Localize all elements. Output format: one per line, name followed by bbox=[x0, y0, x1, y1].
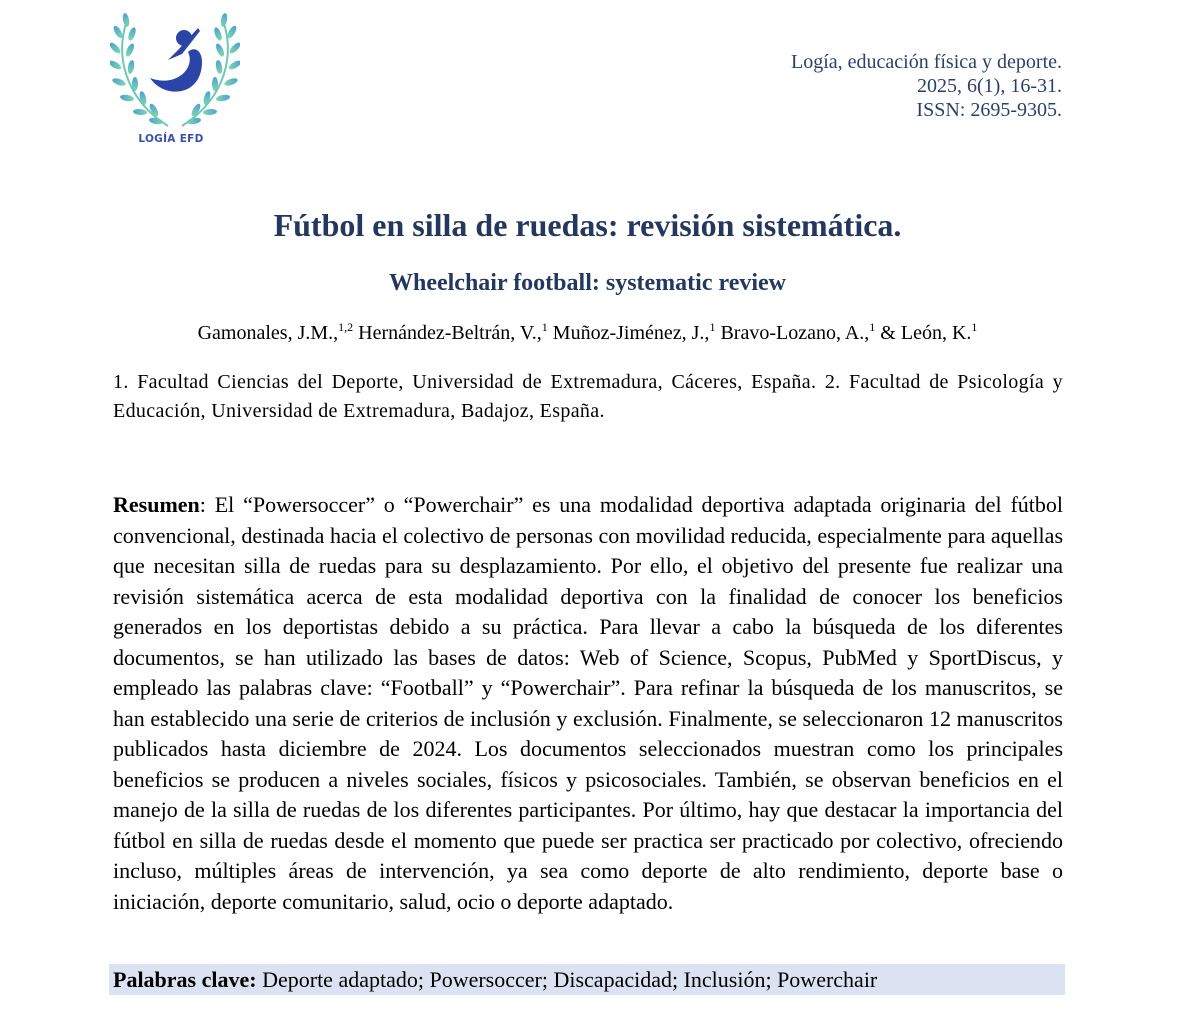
affiliations: 1. Facultad Ciencias del Deporte, Universidad de Extremadura, Cáceres, España. 2. Facultad de Psicología y Educación, Universidad de Extremadura, Badajoz, España. bbox=[113, 371, 1063, 422]
author-name: Gamonales, J.M., bbox=[197, 322, 339, 344]
keywords-label: Palabras clave: bbox=[113, 967, 257, 992]
abstract bbox=[113, 490, 1063, 917]
journal-issn: ISSN: 2695-9305. bbox=[916, 99, 1062, 121]
journal-info bbox=[791, 50, 1062, 122]
author-name: Muñoz-Jiménez, J., bbox=[552, 322, 710, 344]
author-name: Hernández-Beltrán, V., bbox=[358, 322, 542, 344]
journal-logo bbox=[110, 8, 240, 153]
journal-name: Logía, educación física y deporte. bbox=[791, 51, 1062, 73]
article-title: Fútbol en silla de ruedas: revisión sistemática. bbox=[273, 207, 902, 243]
author-affiliation-mark: 1 bbox=[541, 320, 548, 334]
keywords-bar bbox=[109, 964, 1065, 995]
journal-citation: 2025, 6(1), 16-31. bbox=[917, 75, 1062, 97]
author-affiliation-mark: 1 bbox=[971, 320, 978, 334]
author-name: Bravo-Lozano, A., bbox=[720, 322, 870, 344]
author-affiliation-mark: 1 bbox=[869, 320, 876, 334]
author-affiliation-mark: 1 bbox=[709, 320, 716, 334]
abstract-text: : El “Powersoccer” o “Powerchair” es una modalidad deportiva adaptada originaria del fútbol convencional, destinada hacia el colectivo de personas con movilidad reducida, especialmente para aquellas que necesitan silla de ruedas para su desplazamiento. Por ello, el objetivo del presente fue realizar una revisión sistemática acerca de esta modalidad deportiva con la finalidad de conocer los beneficios generados en los deportistas debido a su práctica. Para llevar a cabo la búsqueda de los diferentes documentos, se han utilizado las bases de datos: Web of Science, Scopus, PubMed y SportDiscus, y empleado las palabras clave: “Football” y “Powerchair”. Para refinar la búsqueda de los manuscritos, se han establecido una serie de criterios de inclusión y exclusión. Finalmente, se seleccionaron 12 manuscritos publicados hasta diciembre de 2024. Los documentos seleccionados muestran como los principales beneficios se producen a niveles sociales, físicos y psicosociales. También, se observan beneficios en el manejo de la silla de ruedas de los diferentes participantes. Por último, hay que destacar la importancia del fútbol en silla de ruedas desde el momento que puede ser practica ser practicado por colectivo, ofreciendo incluso, múltiples áreas de intervención, ya sea como deporte de alto rendimiento, deporte base o iniciación, deporte comunitario, salud, ocio o deporte adaptado. bbox=[113, 492, 1063, 914]
keywords-text: Deporte adaptado; Powersoccer; Discapacidad; Inclusión; Powerchair bbox=[256, 967, 878, 992]
author-name: & León, K. bbox=[880, 322, 972, 344]
article-subtitle: Wheelchair football: systematic review bbox=[388, 270, 787, 296]
logo-text: LOGÍA EFD bbox=[138, 133, 204, 145]
author-affiliation-mark: 1,2 bbox=[338, 320, 354, 334]
laurel-wreath-figure-icon bbox=[110, 8, 240, 153]
abstract-label: Resumen bbox=[113, 492, 200, 517]
author-list bbox=[0, 322, 1175, 345]
